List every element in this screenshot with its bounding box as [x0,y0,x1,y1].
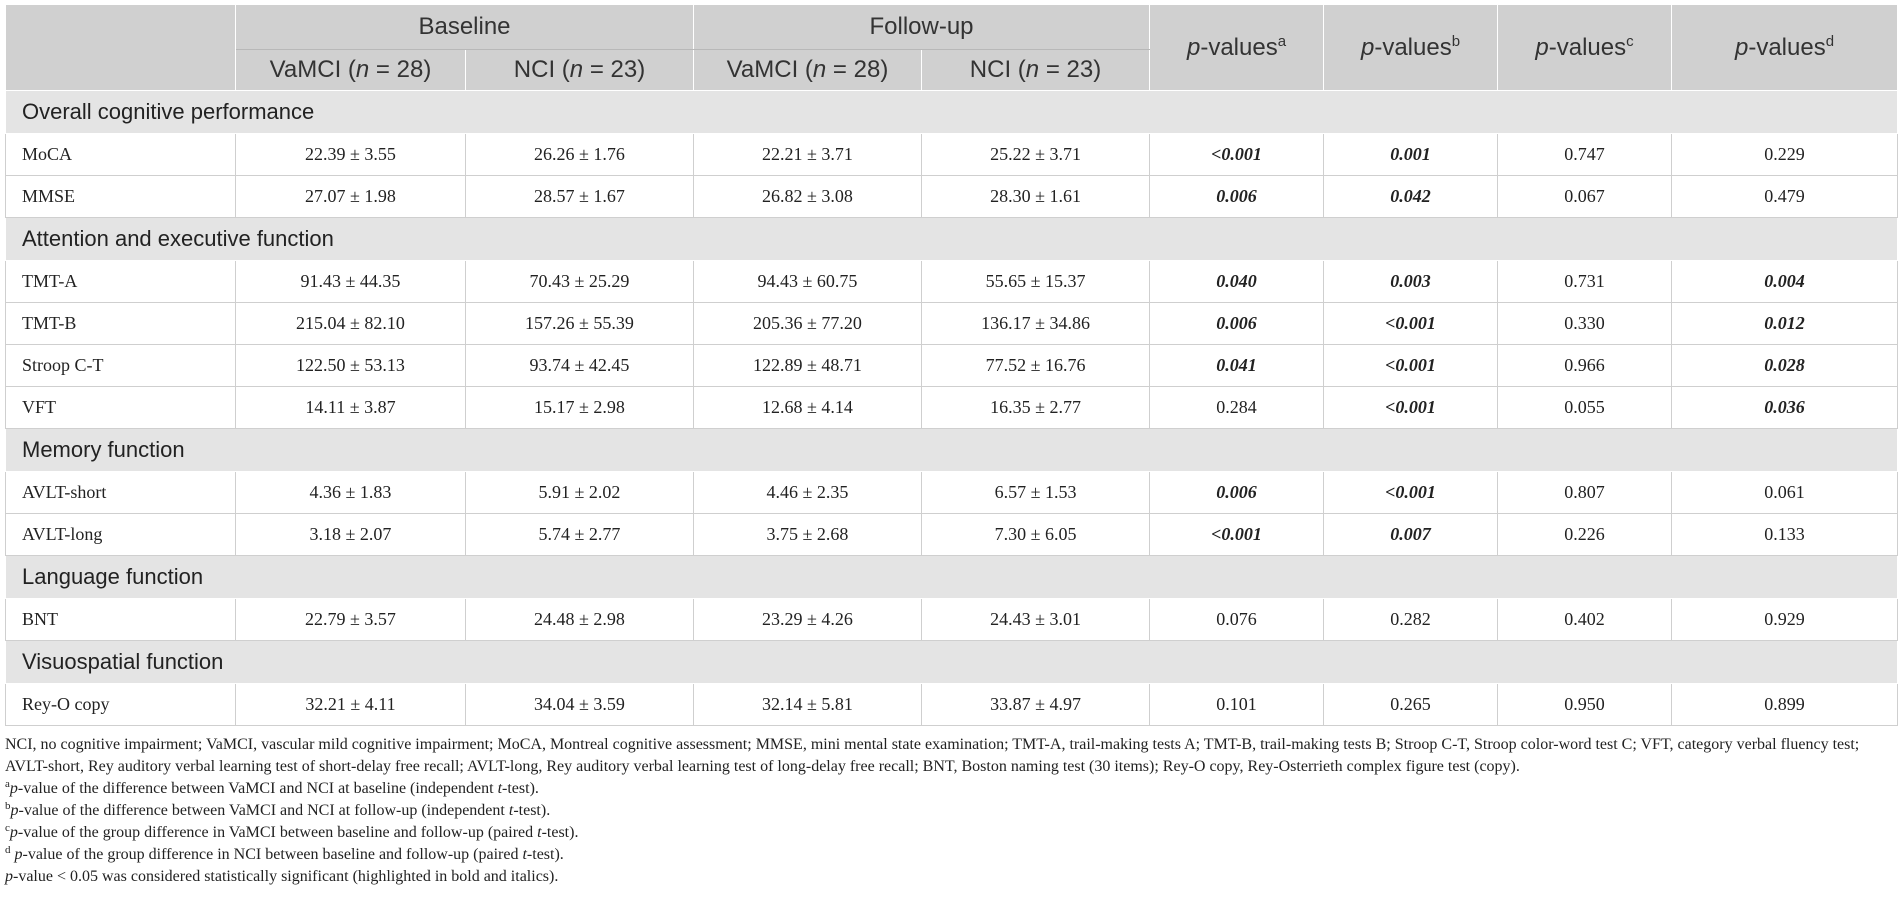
p-value-cell: 0.036 [1672,387,1898,429]
header-p-italic: p [1535,33,1549,61]
mean-sd-cell: 27.07 ± 1.98 [236,176,466,218]
table-row [6,472,1898,514]
results-table-container [5,4,1897,888]
p-value-cell: 0.402 [1498,599,1672,641]
header-pvalues-d [1672,5,1898,91]
mean-sd-cell: 16.35 ± 2.77 [922,387,1150,429]
table-row [6,134,1898,176]
mean-sd-cell: 122.50 ± 53.13 [236,345,466,387]
section-row [6,91,1898,134]
section-title: Attention and executive function [6,218,1898,261]
n-value: = 23) [583,56,646,83]
p-value-cell: <0.001 [1324,387,1498,429]
measure-label: TMT-A [6,261,236,303]
n-value: = 23) [1039,56,1102,83]
mean-sd-cell: 26.82 ± 3.08 [694,176,922,218]
measure-label: Stroop C-T [6,345,236,387]
p-value-cell: 0.229 [1672,134,1898,176]
mean-sd-cell: 215.04 ± 82.10 [236,303,466,345]
measure-label: Rey-O copy [6,684,236,726]
n-value: = 28) [826,56,889,83]
p-value-cell: 0.067 [1498,176,1672,218]
mean-sd-cell: 3.18 ± 2.07 [236,514,466,556]
footnote-list [5,778,1895,866]
p-value-cell: 0.731 [1498,261,1672,303]
p-value-cell: 0.006 [1150,303,1324,345]
header-followup: Follow-up [694,5,1150,50]
p-value-cell: 0.284 [1150,387,1324,429]
header-baseline-vamci [236,50,466,91]
p-value-cell: 0.006 [1150,176,1324,218]
footnote-t: t [537,824,542,841]
measure-label: VFT [6,387,236,429]
header-p-suffix: -values [1200,33,1278,61]
mean-sd-cell: 5.91 ± 2.02 [466,472,694,514]
table-row [6,684,1898,726]
header-followup-nci [922,50,1150,91]
header-p-mark: d [1825,32,1835,50]
p-value-cell: 0.028 [1672,345,1898,387]
footnote-mark: a [5,778,10,790]
p-value-cell: 0.950 [1498,684,1672,726]
p-value-cell: <0.001 [1324,345,1498,387]
p-value-cell: <0.001 [1324,472,1498,514]
mean-sd-cell: 33.87 ± 4.97 [922,684,1150,726]
table-row [6,599,1898,641]
measure-label: TMT-B [6,303,236,345]
footnote-end: -test). [502,780,539,797]
mean-sd-cell: 22.39 ± 3.55 [236,134,466,176]
p-value-cell: 0.076 [1150,599,1324,641]
table-footnotes [5,734,1895,888]
mean-sd-cell: 32.21 ± 4.11 [236,684,466,726]
mean-sd-cell: 91.43 ± 44.35 [236,261,466,303]
measure-label: AVLT-short [6,472,236,514]
header-empty-cell [6,5,236,91]
mean-sd-cell: 93.74 ± 42.45 [466,345,694,387]
footnote-mark: b [5,800,11,812]
group-label: VaMCI ( [726,56,813,83]
mean-sd-cell: 3.75 ± 2.68 [694,514,922,556]
group-label: VaMCI ( [269,56,356,83]
p-value-cell: 0.003 [1324,261,1498,303]
mean-sd-cell: 4.46 ± 2.35 [694,472,922,514]
p-value-cell: 0.001 [1324,134,1498,176]
header-p-suffix: -values [1548,33,1627,61]
results-table-body [6,91,1898,726]
footnote-p: p [10,846,23,863]
significance-note [5,866,1895,888]
header-p-italic: p [1360,33,1375,61]
p-value-cell: 0.061 [1672,472,1898,514]
table-row [6,387,1898,429]
footnote-text: -value of the difference between VaMCI and NCI at baseline (independent [17,780,498,797]
footnote-mark: c [5,822,10,834]
section-title: Language function [6,556,1898,599]
p-value-cell: 0.747 [1498,134,1672,176]
mean-sd-cell: 34.04 ± 3.59 [466,684,694,726]
p-value-cell: 0.133 [1672,514,1898,556]
footnote-p: p [9,780,18,797]
footnote [5,822,1895,844]
mean-sd-cell: 28.57 ± 1.67 [466,176,694,218]
mean-sd-cell: 5.74 ± 2.77 [466,514,694,556]
p-value-cell: 0.265 [1324,684,1498,726]
header-p-suffix: -values [1748,33,1826,61]
footnote-text: -value of the difference between VaMCI and NCI at follow-up (independent [18,802,509,819]
section-title: Visuospatial function [6,641,1898,684]
n-label: n [355,56,370,83]
mean-sd-cell: 77.52 ± 16.76 [922,345,1150,387]
section-row [6,556,1898,599]
section-title: Overall cognitive performance [6,91,1898,134]
p-value-cell: 0.966 [1498,345,1672,387]
mean-sd-cell: 28.30 ± 1.61 [922,176,1150,218]
p-value-cell: 0.479 [1672,176,1898,218]
p-value-cell: 0.807 [1498,472,1672,514]
abbreviations-note: NCI, no cognitive impairment; VaMCI, vascular mild cognitive impairment; MoCA, Montreal cognitive assessment; MMSE, mini mental state examination; TMT-A, trail-making tests A; TMT-B, trail-making tests B; Stroop C-T, Stroop color-word test C; VFT, category verbal fluency test; AVLT-short, Rey auditory verbal learning test of short-delay free recall; AVLT-long, Rey auditory verbal learning test of long-delay free recall; BNT, Boston naming test (30 items); Rey-O copy, Rey-Osterrieth complex figure test (copy). [5,736,1860,775]
header-pvalues-c [1498,5,1672,91]
mean-sd-cell: 23.29 ± 4.26 [694,599,922,641]
header-p-suffix: -values [1374,33,1452,61]
p-value-cell: 0.929 [1672,599,1898,641]
header-baseline: Baseline [236,5,694,50]
p-value-cell: <0.001 [1324,303,1498,345]
section-row [6,218,1898,261]
table-row [6,261,1898,303]
section-title: Memory function [6,429,1898,472]
p-value-cell: 0.226 [1498,514,1672,556]
p-value-cell: 0.899 [1672,684,1898,726]
p-value-cell: 0.042 [1324,176,1498,218]
footnote-text: -value of the group difference in VaMCI between baseline and follow-up (paired [17,824,538,841]
n-value: = 28) [369,56,432,83]
footnote-t: t [522,846,527,863]
measure-label: AVLT-long [6,514,236,556]
footnote-end: -test). [526,846,564,863]
mean-sd-cell: 205.36 ± 77.20 [694,303,922,345]
p-value-cell: 0.330 [1498,303,1672,345]
section-row [6,429,1898,472]
mean-sd-cell: 122.89 ± 48.71 [694,345,922,387]
p-value-cell: 0.006 [1150,472,1324,514]
section-row [6,641,1898,684]
footnote [5,800,1895,822]
mean-sd-cell: 7.30 ± 6.05 [922,514,1150,556]
footnote-p: p [9,824,18,841]
mean-sd-cell: 55.65 ± 15.37 [922,261,1150,303]
n-label: n [812,56,827,83]
footnote-t: t [508,802,514,819]
mean-sd-cell: 24.48 ± 2.98 [466,599,694,641]
header-p-italic: p [1734,33,1749,61]
footnote-t: t [497,780,503,797]
mean-sd-cell: 25.22 ± 3.71 [922,134,1150,176]
p-value-cell: 0.007 [1324,514,1498,556]
table-row [6,303,1898,345]
footnote-end: -test). [541,824,579,841]
n-label: n [569,56,584,83]
table-row [6,176,1898,218]
measure-label: BNT [6,599,236,641]
p-value-cell: 0.012 [1672,303,1898,345]
n-label: n [1025,56,1040,83]
p-value-cell: 0.055 [1498,387,1672,429]
header-followup-vamci [694,50,922,91]
results-table [5,4,1898,726]
mean-sd-cell: 22.21 ± 3.71 [694,134,922,176]
header-pvalues-a [1150,5,1324,91]
mean-sd-cell: 136.17 ± 34.86 [922,303,1150,345]
header-p-mark: c [1626,32,1634,50]
table-row [6,345,1898,387]
significance-note-text: -value < 0.05 was considered statistically significant (highlighted in bold and italics). [13,868,559,885]
p-value-cell: 0.041 [1150,345,1324,387]
footnote [5,844,1895,866]
mean-sd-cell: 6.57 ± 1.53 [922,472,1150,514]
group-label: NCI ( [513,56,570,83]
mean-sd-cell: 32.14 ± 5.81 [694,684,922,726]
header-p-italic: p [1186,33,1201,61]
footnote-p: p [10,802,19,819]
p-value-cell: 0.101 [1150,684,1324,726]
p-value-cell: <0.001 [1150,514,1324,556]
mean-sd-cell: 70.43 ± 25.29 [466,261,694,303]
table-row [6,514,1898,556]
footnote-end: -test). [513,802,551,819]
mean-sd-cell: 157.26 ± 55.39 [466,303,694,345]
mean-sd-cell: 12.68 ± 4.14 [694,387,922,429]
mean-sd-cell: 4.36 ± 1.83 [236,472,466,514]
p-value-cell: 0.282 [1324,599,1498,641]
mean-sd-cell: 94.43 ± 60.75 [694,261,922,303]
p-value-cell: 0.004 [1672,261,1898,303]
mean-sd-cell: 26.26 ± 1.76 [466,134,694,176]
p-value-cell: <0.001 [1150,134,1324,176]
mean-sd-cell: 22.79 ± 3.57 [236,599,466,641]
measure-label: MoCA [6,134,236,176]
group-label: NCI ( [969,56,1026,83]
header-baseline-nci [466,50,694,91]
mean-sd-cell: 14.11 ± 3.87 [236,387,466,429]
measure-label: MMSE [6,176,236,218]
mean-sd-cell: 24.43 ± 3.01 [922,599,1150,641]
footnote-mark: d [5,844,11,856]
significance-note-p: p [5,868,13,885]
p-value-cell: 0.040 [1150,261,1324,303]
footnote [5,778,1895,800]
header-p-mark: b [1451,32,1461,50]
header-pvalues-b [1324,5,1498,91]
mean-sd-cell: 15.17 ± 2.98 [466,387,694,429]
footnote-text: -value of the group difference in NCI between baseline and follow-up (paired [22,846,523,863]
header-p-mark: a [1277,32,1287,50]
